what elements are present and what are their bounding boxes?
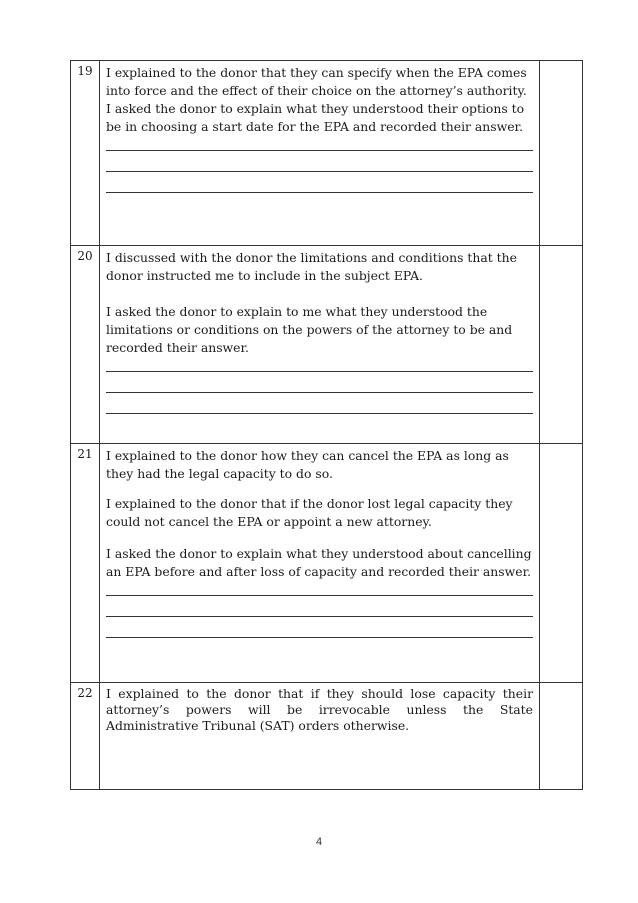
answer-line[interactable]: [106, 357, 533, 372]
answer-line[interactable]: [106, 581, 533, 596]
item-text-cell: [100, 61, 540, 246]
statement-text: I asked the donor to explain what they understood about cancelling an EPA before and after loss of capacity and recorded their answer.: [106, 546, 532, 579]
statement-text: I discussed with the donor the limitations and conditions that the donor instructed me to include in the subject EPA.: [106, 250, 517, 283]
table-row-20: [71, 246, 583, 444]
checkbox-cell[interactable]: [540, 61, 583, 246]
answer-line[interactable]: [106, 372, 533, 393]
table-row-22: [71, 683, 583, 790]
checkbox-cell[interactable]: [540, 683, 583, 790]
item-number: 20: [71, 246, 100, 444]
statement-text: I asked the donor to explain to me what they understood the limitations or conditions on the powers of the attorney to be and recorded their answer.: [106, 304, 513, 355]
answer-line[interactable]: [106, 617, 533, 638]
table-row-21: [71, 444, 583, 683]
item-text-cell: [100, 246, 540, 444]
declaration-table: [70, 60, 583, 790]
checkbox-cell[interactable]: [540, 444, 583, 683]
item-text-cell: [100, 683, 540, 790]
checkbox-cell[interactable]: [540, 246, 583, 444]
statement-text: I asked the donor to explain what they understood their options to be in choosing a start date for the EPA and recorded their answer.: [106, 101, 525, 134]
table-row-19: [71, 61, 583, 246]
answer-line[interactable]: [106, 596, 533, 617]
answer-line[interactable]: [106, 172, 533, 193]
answer-line[interactable]: [106, 151, 533, 172]
statement-text: I explained to the donor that if they should lose capacity their attorney’s powers will be irrevocable unless the State Administrative Tribunal (SAT) orders otherwise.: [106, 686, 533, 733]
statement-text: I explained to the donor how they can cancel the EPA as long as they had the legal capacity to do so.: [106, 448, 509, 481]
answer-line[interactable]: [106, 393, 533, 414]
page-number: 4: [315, 836, 323, 848]
statement-text: I explained to the donor that if the donor lost legal capacity they could not cancel the EPA or appoint a new attorney.: [106, 496, 513, 529]
answer-line[interactable]: [106, 136, 533, 151]
item-number: 21: [71, 444, 100, 683]
statement-text: I explained to the donor that they can specify when the EPA comes into force and the effect of their choice on the attorney’s authority.: [106, 65, 527, 98]
item-number: 22: [71, 683, 100, 790]
item-text-cell: [100, 444, 540, 683]
item-number: 19: [71, 61, 100, 246]
